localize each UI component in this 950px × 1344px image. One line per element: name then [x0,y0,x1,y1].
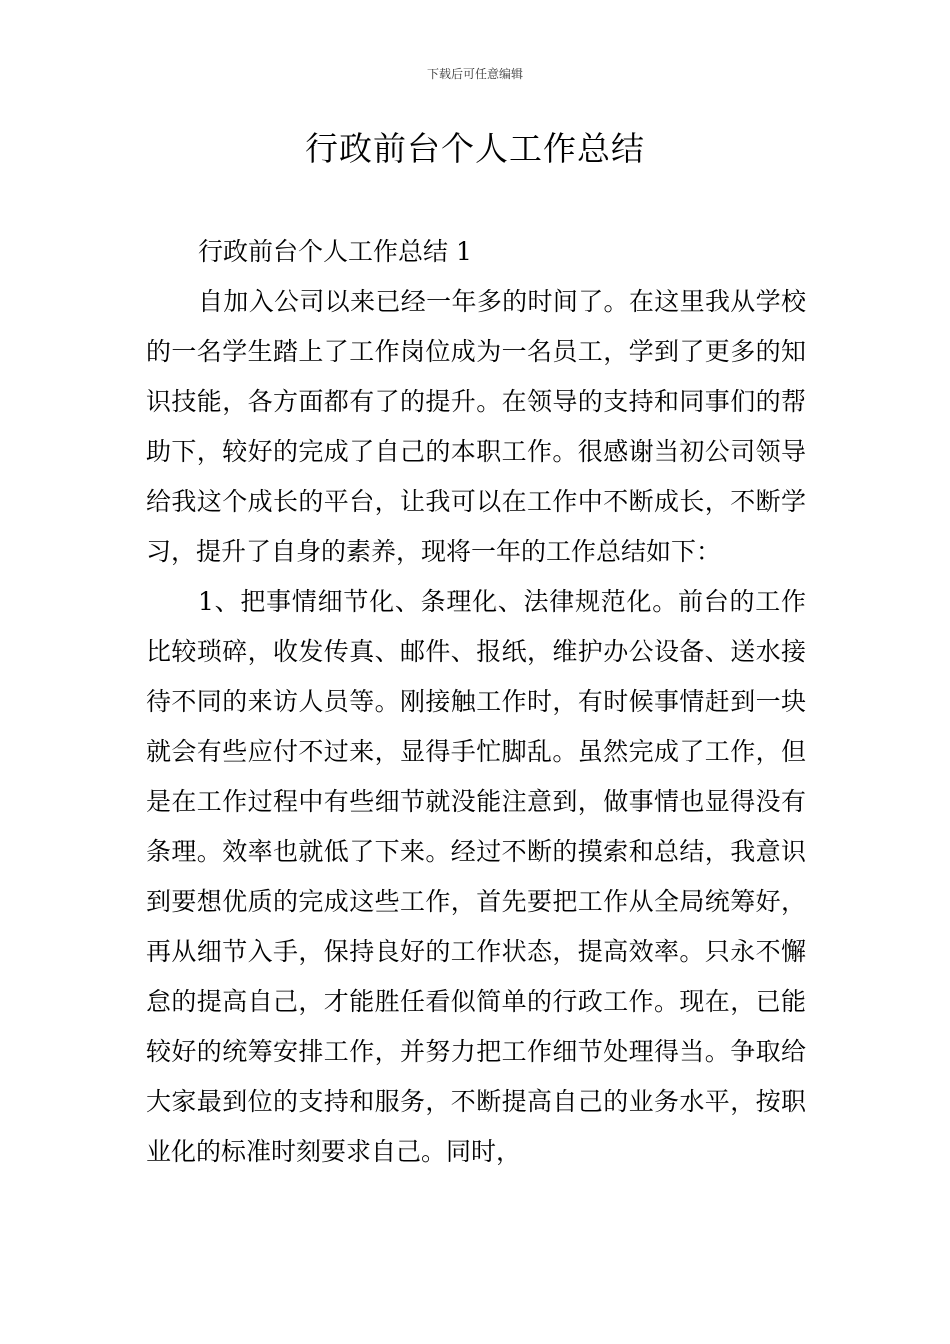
document-body [146,227,806,1177]
section-subheading: 行政前台个人工作总结 1 [198,237,472,266]
document-title: 行政前台个人工作总结 [305,129,645,168]
paragraph-point-1: 1、把事情细节化、条理化、法律规范化。前台的工作比较琐碎，收发传真、邮件、报纸，维护办公设备、送水接待不同的来访人员等。刚接触工作时，有时候事情赶到一块就会有些应付不过来，显得手忙脚乱。虽然完成了工作，但是在工作过程中有些细节就没能注意到，做事情也显得没有条理。效率也就低了下来。经过不断的摸索和总结，我意识到要想优质的完成这些工作，首先要把工作从全局统筹好，再从细节入手，保持良好的工作状态，提高效率。只永不懈怠的提高自己，才能胜任看似简单的行政工作。现在，已能较好的统筹安排工作，并努力把工作细节处理得当。争取给大家最到位的支持和服务，不断提高自己的业务水平，按职业化的标准时刻要求自己。同时， [146,587,806,1166]
header-note: 下载后可任意编辑 [426,67,523,81]
paragraph-intro: 自加入公司以来已经一年多的时间了。在这里我从学校的一名学生踏上了工作岗位成为一名员工，学到了更多的知识技能，各方面都有了的提升。在领导的支持和同事们的帮助下，较好的完成了自己的本职工作。很感谢当初公司领导给我这个成长的平台，让我可以在工作中不断成长，不断学习，提升了自身的素养，现将一年的工作总结如下： [146,287,806,566]
